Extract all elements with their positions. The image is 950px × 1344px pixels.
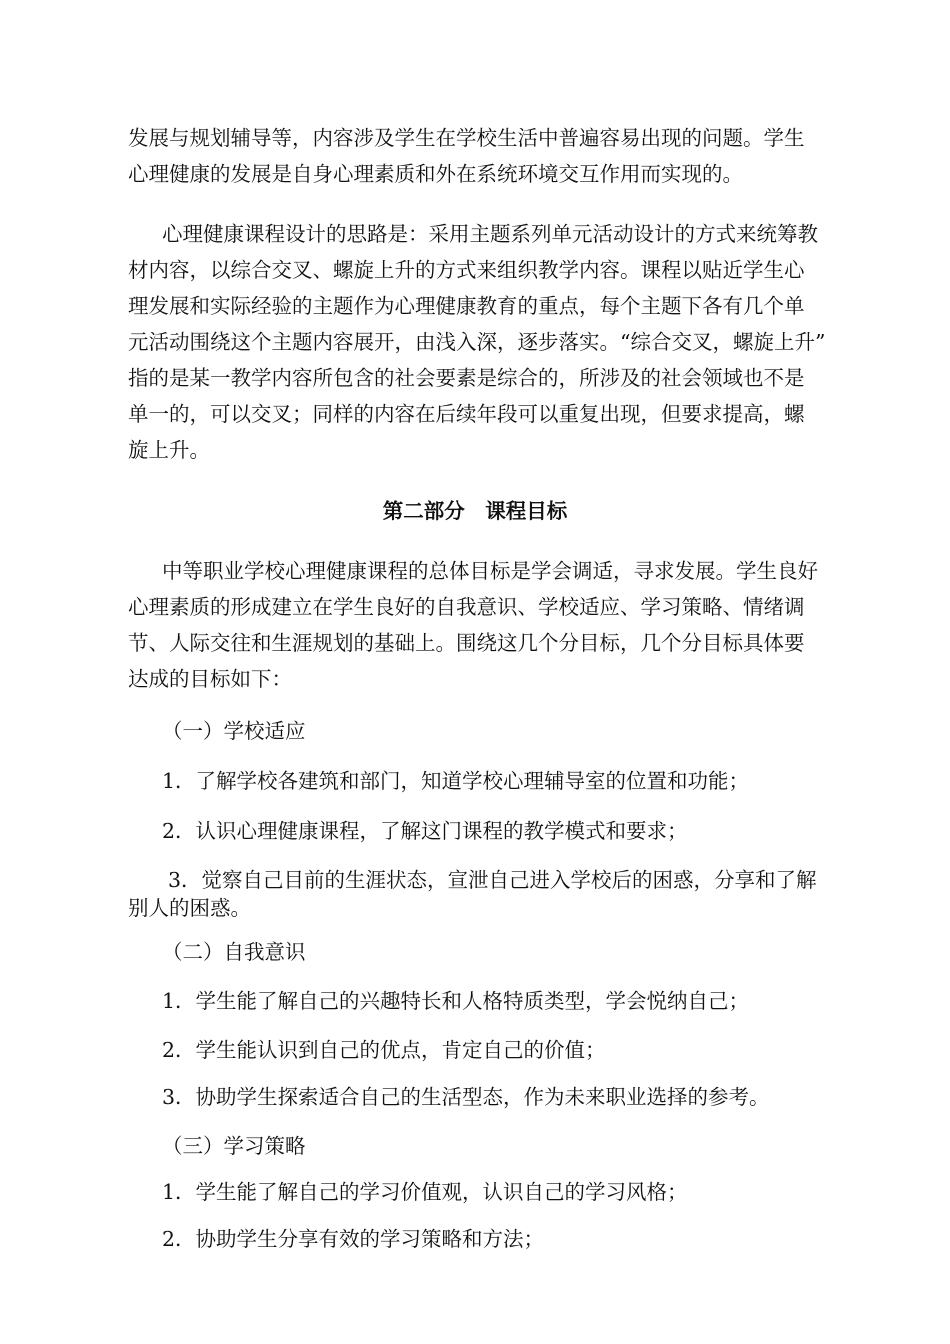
subsection2-item-3: 3．协助学生探索适合自己的生活型态，作为未来职业选择的参考。 (162, 1085, 770, 1109)
paragraph2-line-4: 元活动围绕这个主题内容展开，由浅入深，逐步落实。“综合交叉，螺旋上升” (128, 330, 826, 354)
subsection2-item-2: 2．学生能认识到自己的优点，肯定自己的价值； (162, 1038, 606, 1062)
subsection1-item-2: 2．认识心理健康课程，了解这门课程的教学模式和要求； (162, 819, 688, 843)
subsection3-item-1: 1．学生能了解自己的学习价值观，认识自己的学习风格； (162, 1180, 688, 1204)
subsection3-title: （三）学习策略 (162, 1134, 306, 1158)
paragraph2-line-7: 旋上升。 (128, 438, 210, 462)
paragraph2-line-3: 理发展和实际经验的主题作为心理健康教育的重点，每个主题下各有几个单 (128, 294, 805, 318)
paragraph2-line-1: 心理健康课程设计的思路是：采用主题系列单元活动设计的方式来统筹教 (162, 222, 818, 246)
subsection1-item-1: 1．了解学校各建筑和部门，知道学校心理辅导室的位置和功能； (162, 769, 750, 793)
paragraph3-line-1: 中等职业学校心理健康课程的总体目标是学会调适，寻求发展。学生良好 (162, 559, 818, 583)
subsection1-item-3-line-1: 3．觉察自己目前的生涯状态，宣泄自己进入学校后的困惑，分享和了解 (168, 868, 817, 892)
paragraph2-line-2: 材内容，以综合交叉、螺旋上升的方式来组织教学内容。课程以贴近学生心 (128, 258, 805, 282)
paragraph1-line-2: 心理健康的发展是自身心理素质和外在系统环境交互作用而实现的。 (128, 162, 743, 186)
paragraph1-line-1: 发展与规划辅导等，内容涉及学生在学校生活中普遍容易出现的问题。学生 (128, 126, 805, 150)
subsection1-item-3-line-2: 别人的困惑。 (128, 896, 251, 920)
subsection2-title: （二）自我意识 (162, 940, 306, 964)
paragraph2-line-6: 单一的，可以交叉；同样的内容在后续年段可以重复出现，但要求提高，螺 (128, 402, 805, 426)
section-heading: 第二部分 课程目标 (382, 499, 568, 523)
paragraph3-line-4: 达成的目标如下： (128, 667, 292, 691)
paragraph3-line-2: 心理素质的形成建立在学生良好的自我意识、学校适应、学习策略、情绪调 (128, 595, 805, 619)
paragraph2-line-5: 指的是某一教学内容所包含的社会要素是综合的，所涉及的社会领域也不是 (128, 366, 805, 390)
subsection2-item-1: 1．学生能了解自己的兴趣特长和人格特质类型，学会悦纳自己； (162, 989, 750, 1013)
subsection3-item-2: 2．协助学生分享有效的学习策略和方法； (162, 1227, 545, 1251)
paragraph3-line-3: 节、人际交往和生涯规划的基础上。围绕这几个分目标，几个分目标具体要 (128, 631, 805, 655)
subsection1-title: （一）学校适应 (162, 719, 306, 743)
